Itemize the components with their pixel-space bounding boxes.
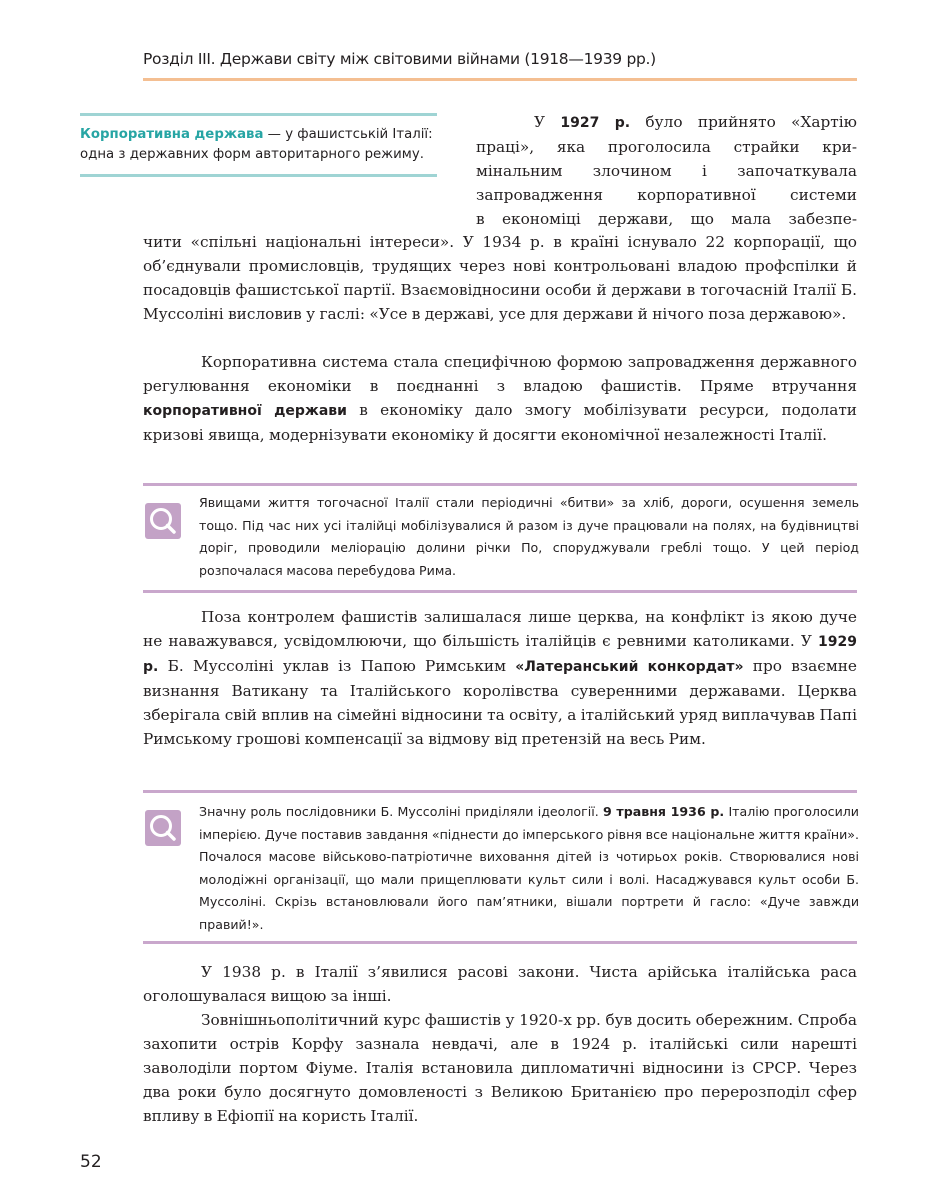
magnifier-icon [145, 810, 181, 846]
definition-text: — у фашистській Італії: одна з державних форм авторитарного режиму. [80, 127, 433, 162]
paragraph-1-line-3: мінальним злочином і започаткувала [476, 162, 857, 180]
page-number: 52 [80, 1152, 102, 1172]
page-header: Розділ ІІІ. Держави світу між світовими війнами (1918—1939 рр.) [143, 50, 656, 68]
header-rule [143, 78, 857, 81]
paragraph-1-line-5: в економіці держави, що мала забезпе- [476, 210, 857, 228]
date-bold: 9 травня 1936 р. [603, 804, 725, 819]
paragraph-2: Корпоративна система стала специфічною формою запровадження державного регулювання економіки в поєднанні з владою фашистів. Пряме втручання корпоративної держави в економіку дало змогу мобілізувати ресурси, подолати кризові явища, модернізувати економіку й досягти економічної незалежності Італії. [143, 353, 857, 444]
note-2-text: Значну роль послідовники Б. Муссоліні приділяли ідеології. 9 травня 1936 р. Італію проголосили імперією. Дуче поставив завдання «піднести до імперського рівня все національне життя країни». Почалося масове військово-патріотичне виховання дітей із чотирьох років. Створювалися нові молодіжні організації, що мали прищеплювати культ сили і волі. Насаджувався культ особи Б. Муссоліні. Скрізь встановлювали його пам’ятники, вішали портрети й гасло: «Дуче завжди правий!». [199, 804, 859, 932]
paragraph-5: Зовнішньополітичний курс фашистів у 1920-х рр. був досить обережним. Спроба захопити острів Корфу зазнала невдачі, але в 1924 р. італійські сили нарешті заволоділи портом Фіуме. Італія встановила дипломатичні відносини із СРСР. Через два роки було досягнуто домовленості з Великою Британією про перерозподіл сфер впливу в Ефіопії на користь Італії. [143, 1011, 857, 1125]
definition-term: Корпоративна держава [80, 127, 264, 142]
note-1-text: Явищами життя тогочасної Італії стали періодичні «битви» за хліб, дороги, осушення земель тощо. Під час них усі італійці мобілізувалися й разом із дуче працювали на полях, на будівництві доріг, проводили меліорацію долини річки По, споруджували греблі тощо. У цей період розпочалася масова перебудова Рима. [199, 495, 859, 578]
paragraph-4: У 1938 р. в Італії з’явилися расові закони. Чиста арійська італійська раса оголошувалася вищою за інші. [143, 963, 857, 1005]
paragraph-1-line-2: праці», яка проголосила страйки кри- [476, 138, 857, 156]
magnifier-icon [145, 503, 181, 539]
concordat-name: «Латеранський конкордат» [515, 659, 744, 675]
note-box-1 [143, 483, 857, 593]
term-bold: корпоративної держави [143, 403, 347, 419]
definition-box [80, 113, 437, 177]
year-1929: 1929 р. [143, 634, 857, 675]
paragraph-1-line-4: запровадження корпоративної системи [476, 186, 857, 204]
paragraph-3: Поза контролем фашистів залишалася лише церква, на конфлікт із якою дуче не наважувався, усвідомлюючи, що більшість італійців є ревними католиками. У 1929 р. Б. Муссоліні уклав із Папою Римським «Латеранський конкордат» про взаємне визнання Ватикану та Італійського королівства суверенними державами. Церква зберігала свій вплив на сімейні відносини та освіту, а італійський уряд виплачував Папі Римському грошові компенсації за відмову від претензій на весь Рим. [143, 608, 857, 748]
paragraph-1-float [476, 110, 857, 231]
paragraph-1-continued: чити «спільні національні інтереси». У 1934 р. в країні існувало 22 корпорації, що об’єднували промисловців, трудящих через нові контрольовані владою профспілки й посадовців фашистської партії. Взаємовідносини особи й держави в тогочасній Італії Б. Муссоліні висловив у гаслі: «Усе в державі, усе для держави й нічого поза державою». [143, 233, 857, 323]
year-1927: 1927 р. [560, 115, 631, 131]
note-box-2 [143, 790, 857, 944]
paragraph-1-line-1: У 1927 р. було прийнято «Хартію [534, 113, 857, 131]
